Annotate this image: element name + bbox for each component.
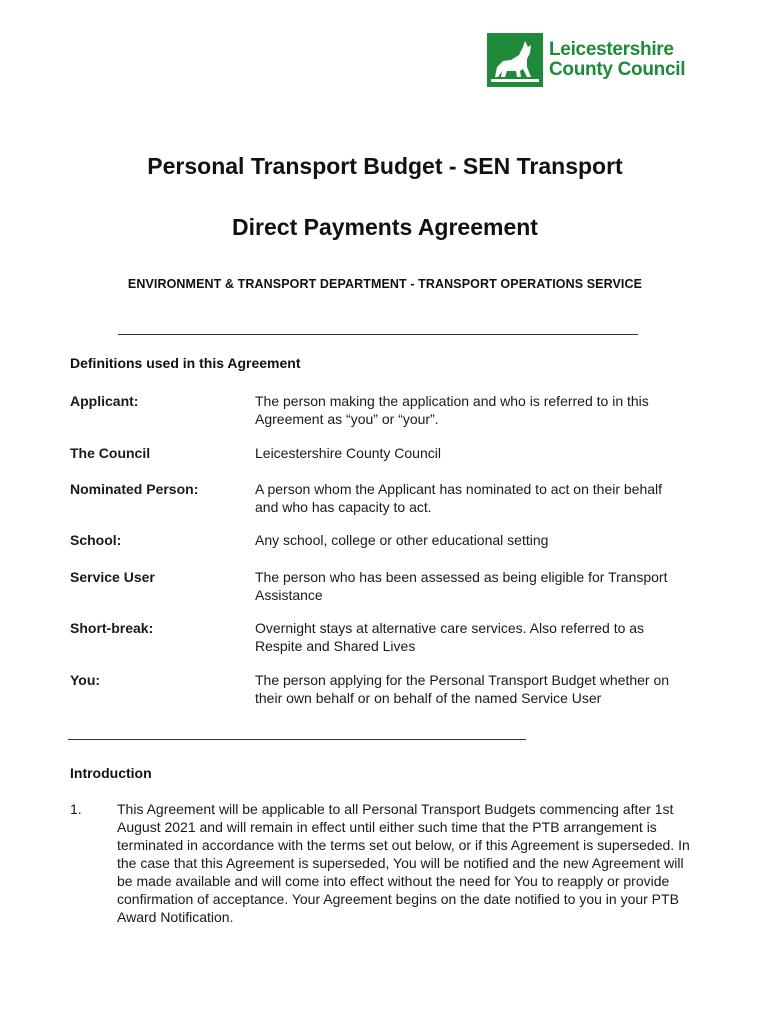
- logo-line-1: Leicestershire: [549, 39, 674, 60]
- logo-text: [549, 40, 685, 80]
- paragraph-text: This Agreement will be applicable to all Personal Transport Budgets commencing after 1st August 2021 and will remain in effect until either such time that the PTB arrangement is terminated in accordance with the terms set out below, or if this Agreement is superseded. In the case that this Agreement is superseded, You will be notified and the new Agreement will be made available and will come into effect without the need for You to reapply or provide confirmation of acceptance. Your Agreement begins on the date notified to you in your PTB Award Notification.: [117, 801, 690, 925]
- logo-line-2: County Council: [549, 59, 686, 80]
- divider: [68, 739, 526, 740]
- definition-text: The person making the application and who is referred to in this Agreement as “you” or “your”.: [255, 393, 649, 427]
- definition-term: Short-break:: [70, 620, 154, 636]
- definition-text: The person applying for the Personal Transport Budget whether on their own behalf or on behalf of the named Service User: [255, 672, 670, 706]
- definition-term: Nominated Person:: [70, 481, 199, 497]
- definition-term: The Council: [70, 445, 151, 461]
- definition-text: Any school, college or other educational setting: [255, 532, 549, 548]
- department-line: ENVIRONMENT & TRANSPORT DEPARTMENT - TRANSPORT OPERATIONS SERVICE: [127, 277, 643, 291]
- definition-term: School:: [70, 532, 122, 548]
- divider: [118, 334, 638, 335]
- paragraph-number: 1.: [70, 801, 82, 817]
- introduction-heading: Introduction: [70, 765, 152, 781]
- council-logo: [487, 33, 685, 87]
- definition-text: The person who has been assessed as being eligible for Transport Assistance: [255, 569, 668, 603]
- definitions-heading: Definitions used in this Agreement: [70, 355, 301, 371]
- definition-text: Overnight stays at alternative care services. Also referred to as Respite and Shared Lives: [255, 620, 645, 654]
- fox-emblem-icon: [487, 33, 543, 87]
- definition-term: You:: [70, 672, 101, 688]
- definition-term: Applicant:: [70, 393, 139, 409]
- definition-term: Service User: [70, 569, 155, 585]
- document-subtitle: Direct Payments Agreement: [232, 214, 538, 240]
- definition-text: Leicestershire County Council: [255, 445, 441, 461]
- definition-text: A person whom the Applicant has nominated to act on their behalf and who has capacity to act.: [255, 481, 663, 515]
- document-title: Personal Transport Budget - SEN Transport: [147, 153, 623, 179]
